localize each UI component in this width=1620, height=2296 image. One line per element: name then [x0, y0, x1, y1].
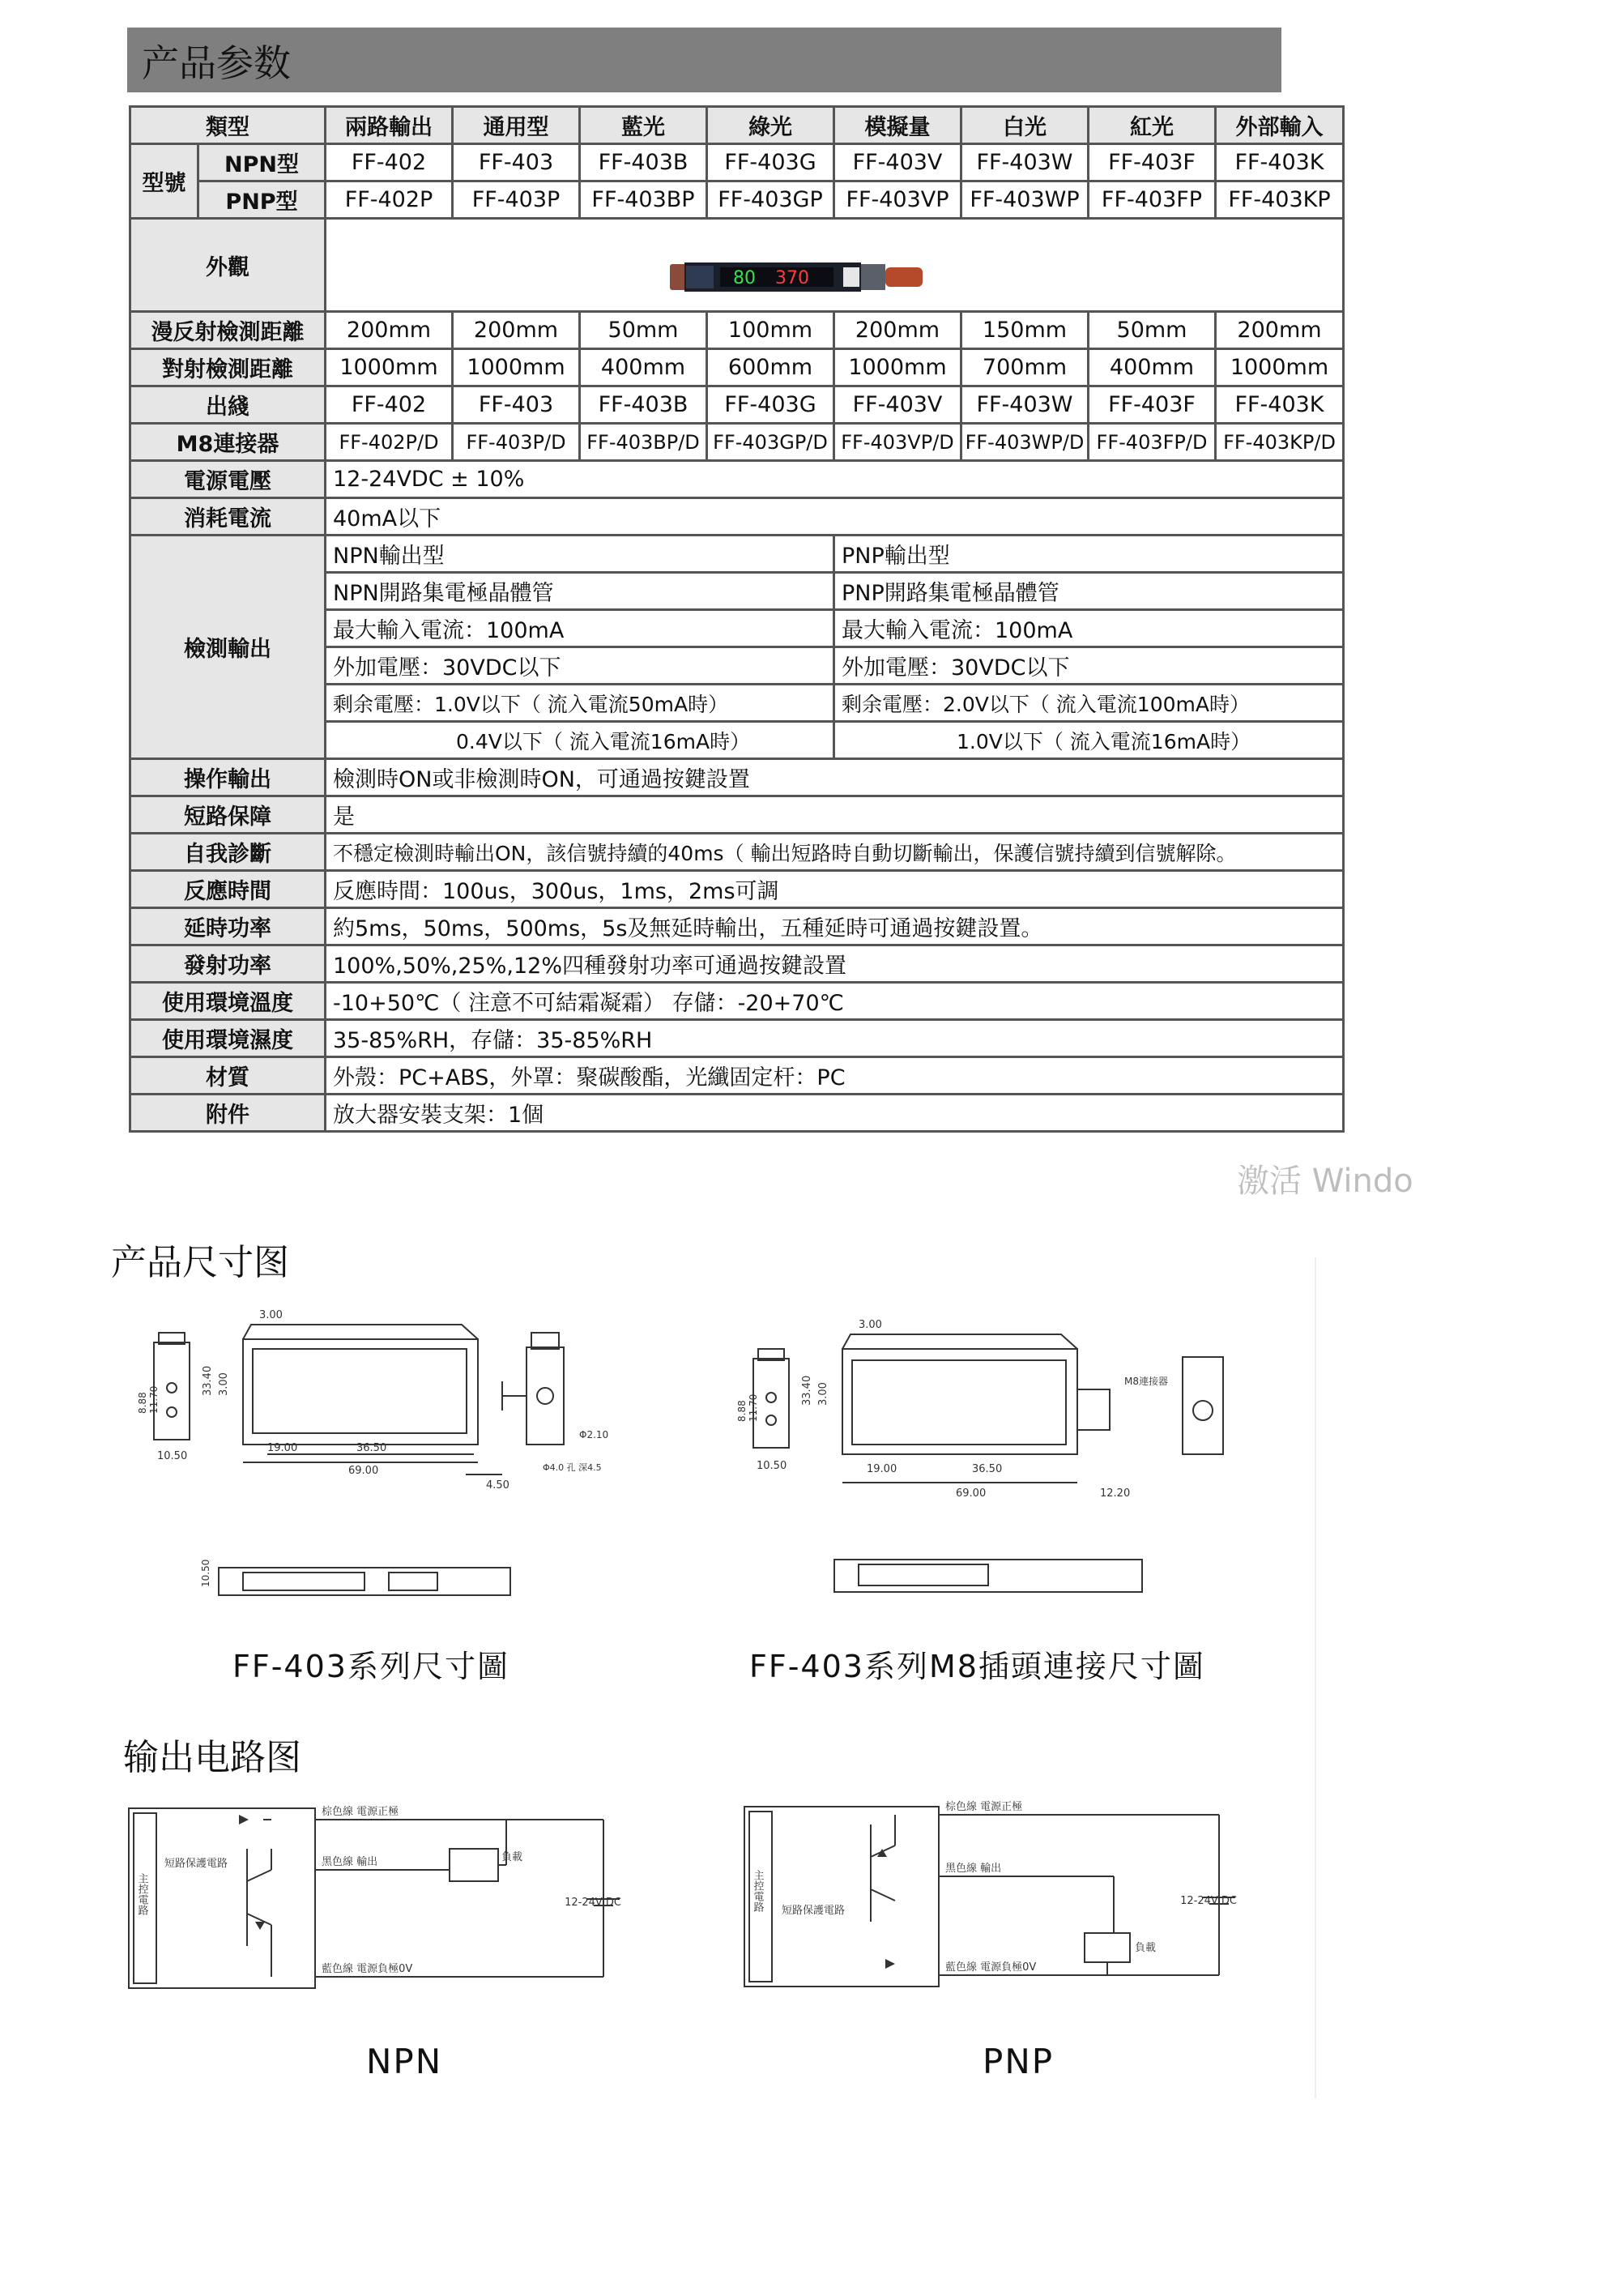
short-protect-label: 短路保護電路 [782, 1905, 846, 1917]
dim-label: 11.70 [148, 1385, 160, 1414]
row-value: 是 [326, 796, 1344, 834]
spec-row [130, 1057, 1344, 1095]
table-cell: 100mm [707, 312, 834, 349]
table-cell: FF-403F [1089, 144, 1216, 181]
dim-label: 3.00 [259, 1309, 283, 1321]
dim-label: Φ4.0 孔 深4.5 [543, 1462, 602, 1473]
detect-label: 檢測輸出 [130, 536, 326, 759]
dim-label: 3.00 [859, 1319, 882, 1331]
table-cell: FF-403B [580, 144, 707, 181]
table-cell: FF-403BP [580, 181, 707, 219]
dims-caption-right: FF-403系列M8插頭連接尺寸圖 [749, 1649, 1205, 1684]
display-left: 80 [733, 268, 756, 288]
row-label: 使用環境溫度 [130, 983, 326, 1020]
detect-npn-line: 剩余電壓：1.0V以下（ 流入電流50mA時） [326, 685, 834, 722]
pnp-circuit [741, 1792, 1308, 1995]
dim-drawing-right [736, 1317, 1264, 1608]
detect-pnp-line: 最大輸入電流：100mA [834, 610, 1344, 647]
table-cell: FF-403GP [707, 181, 834, 219]
circuit-heading: 输出电路图 [123, 1737, 301, 1778]
detect-row [130, 536, 1344, 573]
table-cell: FF-402 [326, 386, 453, 424]
row-value: 約5ms，50ms，500ms，5s及無延時輸出，五種延時可通過按鍵設置。 [326, 908, 1344, 945]
header-cell: 通用型 [453, 107, 580, 144]
table-cell: FF-403K [1216, 144, 1344, 181]
table-cell: FF-403W [961, 144, 1089, 181]
npn-label: NPN型 [198, 144, 326, 181]
product-image [670, 259, 926, 295]
black-wire-label: 黑色線 輸出 [945, 1863, 1002, 1875]
dim-label: M8連接器 [1124, 1376, 1168, 1387]
table-cell: 1000mm [1216, 349, 1344, 386]
row-label: 使用環境濕度 [130, 1020, 326, 1057]
table-cell: FF-403GP/D [707, 424, 834, 461]
detect-pnp-line: PNP開路集電極晶體管 [834, 573, 1344, 610]
dim-label: Φ2.10 [579, 1429, 609, 1440]
current-row [130, 498, 1344, 536]
display-right: 370 [775, 268, 809, 288]
dim-label: 69.00 [956, 1487, 987, 1500]
cable-label: 出綫 [130, 386, 326, 424]
detect-pnp-line: 1.0V以下（ 流入電流16mA時） [834, 722, 1344, 759]
spec-row [130, 945, 1344, 983]
dim-label: 19.00 [267, 1442, 298, 1454]
table-cell: 200mm [326, 312, 453, 349]
row-value: 不穩定檢測時輸出ON，該信號持續的40ms（ 輸出短路時自動切斷輸出，保護信號持續到信號解除。 [326, 834, 1344, 871]
row-label: 材質 [130, 1057, 326, 1095]
table-cell: 150mm [961, 312, 1089, 349]
table-cell: FF-403FP/D [1089, 424, 1216, 461]
detect-pnp-line: 剩余電壓：2.0V以下（ 流入電流100mA時） [834, 685, 1344, 722]
voltage-row [130, 461, 1344, 498]
dim-label: 8.88 [137, 1392, 148, 1414]
spec-row [130, 983, 1344, 1020]
supply-label: 12-24V DC [1180, 1895, 1237, 1907]
row-value: 35-85%RH，存儲：35-85%RH [326, 1020, 1344, 1057]
table-cell: 600mm [707, 349, 834, 386]
load-label: 負載 [501, 1851, 523, 1863]
dim-label: 3.00 [817, 1382, 829, 1406]
short-protect-label: 短路保護電路 [164, 1858, 228, 1870]
detect-npn-line: NPN開路集電極晶體管 [326, 573, 834, 610]
table-cell: 50mm [1089, 312, 1216, 349]
table-cell: 400mm [580, 349, 707, 386]
spec-row [130, 834, 1344, 871]
table-cell: 700mm [961, 349, 1089, 386]
table-cell: FF-403 [453, 144, 580, 181]
dim-label: 10.50 [757, 1460, 787, 1472]
table-cell: FF-403VP [834, 181, 961, 219]
dim-label: 33.40 [801, 1375, 813, 1406]
table-cell: FF-403P [453, 181, 580, 219]
row-label: 延時功率 [130, 908, 326, 945]
npn-caption: NPN [366, 2042, 443, 2081]
table-cell: 200mm [834, 312, 961, 349]
table-cell: 200mm [453, 312, 580, 349]
cable-row [130, 386, 1344, 424]
pnp-caption: PNP [983, 2042, 1055, 2081]
dims-heading: 产品尺寸图 [111, 1242, 289, 1283]
dim-label: 19.00 [867, 1463, 897, 1475]
row-value: 檢測時ON或非檢測時ON，可通過按鍵設置 [326, 759, 1344, 796]
table-cell: FF-402P [326, 181, 453, 219]
header-cell: 模擬量 [834, 107, 961, 144]
row-value: 外殼：PC+ABS，外罩：聚碳酸酯，光纖固定杆：PC [326, 1057, 1344, 1095]
detect-pnp-line: 外加電壓：30VDC以下 [834, 647, 1344, 685]
table-cell: FF-403 [453, 386, 580, 424]
table-cell: FF-403FP [1089, 181, 1216, 219]
table-cell: FF-403P/D [453, 424, 580, 461]
model-label: 型號 [130, 144, 198, 219]
spec-row [130, 1020, 1344, 1057]
spec-row [130, 759, 1344, 796]
table-cell: FF-403KP [1216, 181, 1344, 219]
spec-row [130, 796, 1344, 834]
header-cell: 藍光 [580, 107, 707, 144]
load-label: 負載 [1135, 1942, 1157, 1954]
black-wire-label: 黑色線 輸出 [322, 1856, 378, 1868]
pnp-label: PNP型 [198, 181, 326, 219]
spec-row [130, 908, 1344, 945]
row-label: 發射功率 [130, 945, 326, 983]
spec-row [130, 871, 1344, 908]
header-cell: 白光 [961, 107, 1089, 144]
detect-pnp-line: PNP輸出型 [834, 536, 1344, 573]
dim-label: 33.40 [202, 1365, 214, 1396]
m8-row [130, 424, 1344, 461]
main-circuit-label: 主控電路 [751, 1870, 764, 1912]
diffuse-row [130, 312, 1344, 349]
header-row [130, 107, 1344, 144]
dim-label: 69.00 [348, 1465, 379, 1477]
table-cell: FF-403BP/D [580, 424, 707, 461]
dim-label: 3.00 [218, 1372, 230, 1396]
dims-caption-left: FF-403系列尺寸圖 [232, 1649, 509, 1684]
row-label: 自我診斷 [130, 834, 326, 871]
table-cell: FF-403G [707, 144, 834, 181]
detect-npn-line: 最大輸入電流：100mA [326, 610, 834, 647]
row-value: 反應時間：100us，300us，1ms，2ms可調 [326, 871, 1344, 908]
detect-npn-line: 外加電壓：30VDC以下 [326, 647, 834, 685]
appearance-label: 外觀 [130, 219, 326, 312]
table-cell: 50mm [580, 312, 707, 349]
dim-label: 11.70 [748, 1393, 759, 1422]
dim-label: 36.50 [356, 1442, 387, 1454]
table-cell: FF-403V [834, 386, 961, 424]
table-cell: FF-403KP/D [1216, 424, 1344, 461]
header-cell: 類型 [130, 107, 326, 144]
section-title-bar [127, 28, 1281, 92]
row-label: 附件 [130, 1095, 326, 1132]
header-cell: 綠光 [707, 107, 834, 144]
through-label: 對射檢測距離 [130, 349, 326, 386]
table-cell: FF-403WP/D [961, 424, 1089, 461]
brown-wire-label: 棕色線 電源正極 [322, 1806, 399, 1818]
dim-label: 4.50 [486, 1479, 509, 1492]
row-label: 反應時間 [130, 871, 326, 908]
table-cell: FF-403WP [961, 181, 1089, 219]
table-cell: 1000mm [834, 349, 961, 386]
table-cell: FF-403F [1089, 386, 1216, 424]
dim-label: 8.88 [736, 1400, 748, 1422]
detect-npn-line: 0.4V以下（ 流入電流16mA時） [326, 722, 834, 759]
voltage-value: 12-24VDC ± 10% [326, 461, 1344, 498]
header-cell: 紅光 [1089, 107, 1216, 144]
table-cell: 200mm [1216, 312, 1344, 349]
current-label: 消耗電流 [130, 498, 326, 536]
row-value: 100%,50%,25%,12%四種發射功率可通過按鍵設置 [326, 945, 1344, 983]
brown-wire-label: 棕色線 電源正極 [945, 1801, 1023, 1813]
dim-label: 36.50 [972, 1463, 1003, 1475]
row-label: 操作輸出 [130, 759, 326, 796]
pnp-row [130, 181, 1344, 219]
current-value: 40mA以下 [326, 498, 1344, 536]
npn-row [130, 144, 1344, 181]
dim-drawing-left [137, 1300, 697, 1600]
dim-label: 10.50 [157, 1450, 188, 1462]
main-circuit-label: 主控電路 [135, 1873, 148, 1915]
table-cell: FF-403G [707, 386, 834, 424]
table-cell: FF-403K [1216, 386, 1344, 424]
m8-label: M8連接器 [130, 424, 326, 461]
table-cell: FF-402P/D [326, 424, 453, 461]
blue-wire-label: 藍色線 電源負極0V [322, 1963, 413, 1975]
table-cell: 1000mm [453, 349, 580, 386]
table-cell: FF-403V [834, 144, 961, 181]
dim-label: 12.20 [1100, 1487, 1131, 1500]
row-value: 放大器安裝支架：1個 [326, 1095, 1344, 1132]
dim-label: 10.50 [200, 1559, 211, 1587]
through-row [130, 349, 1344, 386]
voltage-label: 電源電壓 [130, 461, 326, 498]
table-cell: 1000mm [326, 349, 453, 386]
header-cell: 兩路輸出 [326, 107, 453, 144]
npn-circuit [126, 1800, 628, 1995]
row-label: 短路保障 [130, 796, 326, 834]
table-cell: FF-403W [961, 386, 1089, 424]
table-cell: FF-403VP/D [834, 424, 961, 461]
supply-label: 12-24V DC [565, 1897, 621, 1909]
row-value: -10+50℃（ 注意不可結霜凝霜） 存儲：-20+70℃ [326, 983, 1344, 1020]
table-cell: FF-402 [326, 144, 453, 181]
blue-wire-label: 藍色線 電源負極0V [945, 1961, 1037, 1974]
spec-row [130, 1095, 1344, 1132]
table-cell: 400mm [1089, 349, 1216, 386]
table-cell: FF-403B [580, 386, 707, 424]
section-title: 产品参数 [142, 41, 291, 85]
detect-npn-line: NPN輸出型 [326, 536, 834, 573]
watermark: 激活 Windo [1237, 1163, 1413, 1200]
header-cell: 外部輸入 [1216, 107, 1344, 144]
diffuse-label: 漫反射檢測距離 [130, 312, 326, 349]
divider [1315, 1257, 1316, 2098]
